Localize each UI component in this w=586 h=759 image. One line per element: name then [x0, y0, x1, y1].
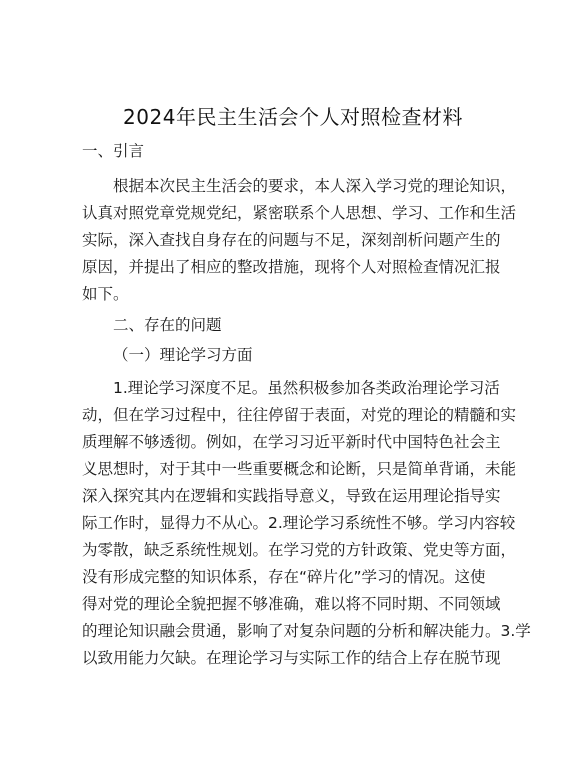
- theory-line-9: 得对党的理论全貌把握不够准确，难以将不同时期、不同领域: [82, 595, 501, 613]
- theory-line-3: 质理解不够透彻。例如，在学习习近平新时代中国特色社会主: [82, 433, 501, 451]
- theory-line-4: 义思想时，对于其中一些重要概念和论断，只是简单背诵，未能: [82, 460, 517, 478]
- intro-line-3: 实际，深入查找自身存在的问题与不足，深刻剖析问题产生的: [82, 231, 501, 249]
- theory-line-1: 1.理论学习深度不足。虽然积极参加各类政治理论学习活: [113, 379, 500, 397]
- theory-line-8: 没有形成完整的知识体系，存在“碎片化”学习的情况。这使: [82, 568, 486, 586]
- document-title: 2024年民主生活会个人对照检查材料: [123, 105, 463, 129]
- theory-line-6: 际工作时，显得力不从心。2.理论学习系统性不够。学习内容较: [82, 514, 516, 532]
- intro-line-1: 根据本次民主生活会的要求，本人深入学习党的理论知识，: [113, 177, 517, 195]
- intro-line-4: 原因，并提出了相应的整改措施，现将个人对照检查情况汇报: [82, 258, 501, 276]
- section-heading-problems: 二、存在的问题: [113, 316, 222, 334]
- intro-line-2: 认真对照党章党规党纪，紧密联系个人思想、学习、工作和生活: [82, 204, 517, 222]
- theory-line-2: 动，但在学习过程中，往往停留于表面，对党的理论的精髓和实: [82, 406, 517, 424]
- intro-line-5: 如下。: [82, 285, 129, 303]
- theory-line-5: 深入探究其内在逻辑和实践指导意义，导致在运用理论指导实: [82, 487, 501, 505]
- theory-line-11: 以致用能力欠缺。在理论学习与实际工作的结合上存在脱节现: [82, 649, 501, 667]
- theory-line-7: 为零散，缺乏系统性规划。在学习党的方针政策、党史等方面，: [82, 541, 517, 559]
- section-heading-intro: 一、引言: [82, 142, 145, 160]
- theory-line-10: 的理论知识融会贯通，影响了对复杂问题的分析和解决能力。3.学: [82, 622, 531, 640]
- subsection-heading-theory: （一）理论学习方面: [113, 346, 253, 364]
